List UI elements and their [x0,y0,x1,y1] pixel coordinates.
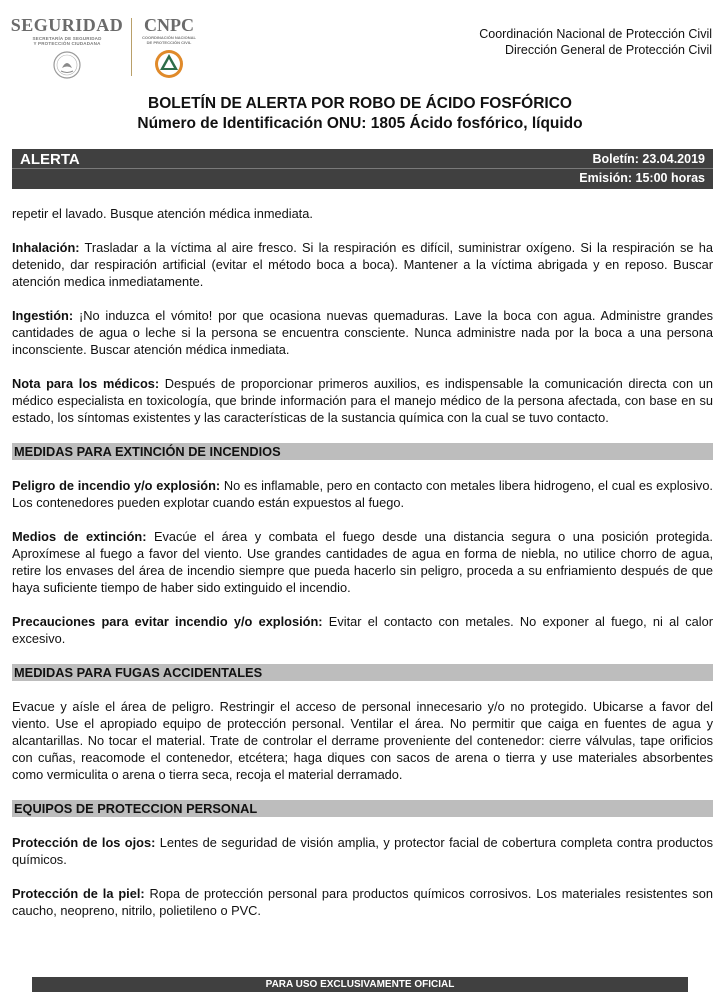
seguridad-subtitle-line1: SECRETARÍA DE SEGURIDAD [32,36,102,41]
official-use-footer: PARA USO EXCLUSIVAMENTE OFICIAL [32,977,688,992]
logo-divider [131,18,132,76]
bulletin-title [0,94,720,134]
inhalacion-paragraph [12,239,713,290]
section-heading-equipos: EQUIPOS DE PROTECCION PERSONAL [12,800,713,817]
page-header [0,0,720,90]
section-heading-incendios: MEDIDAS PARA EXTINCIÓN DE INCENDIOS [12,443,713,460]
cnpc-subtitle-line1: COORDINACIÓN NACIONAL [142,35,196,40]
bulletin-title-line1: BOLETÍN DE ALERTA POR ROBO DE ÁCIDO FOSFÓRICO [148,95,572,112]
bulletin-title-line2: Número de Identificación ONU: 1805 Ácido fosfórico, líquido [137,115,583,132]
piel-text: Ropa de protección personal para productos químicos corrosivos. Los materiales resistentes son caucho, neopreno, nitrilo, polietileno o PVC. [12,886,713,918]
cnpc-logo [138,16,200,80]
medios-label: Medios de extinción: [12,529,147,544]
precauciones-label: Precauciones para evitar incendio y/o explosión: [12,614,323,629]
section-heading-fugas: MEDIDAS PARA FUGAS ACCIDENTALES [12,664,713,681]
precauciones-text: Evitar el contacto con metales. No exponer al fuego, ni al calor excesivo. [12,614,713,646]
nota-label: Nota para los médicos: [12,376,160,391]
seguridad-subtitle [8,36,126,46]
cnpc-subtitle [138,36,200,45]
civil-protection-emblem-icon [153,48,185,80]
piel-paragraph [12,885,713,919]
ingestion-label: Ingestión: [12,308,74,323]
nota-text: Después de proporcionar primeros auxilios, es indispensable la comunicación directa con un médico especialista en toxicología, que brinde información para el manejo médico de la persona afectada, con base en su estado, los síntomas existentes y las características de la sustancia química con la cual se tuvo contacto. [12,376,713,425]
fugas-paragraph: Evacue y aísle el área de peligro. Restringir el acceso de personal innecesario y/o no protegido. Ubicarse a favor del viento. Use el apropiado equipo de protección personal. Ventilar el área. No permitir que caiga en fuentes de agua y alcantarillas. No tocar el material. Trate de controlar el derrame proveniente del contenedor: cierre válvulas, tape orificios con cuñas, reacomode el contenedor, etcétera; haga diques con sacos de arena o tierra y use materiales absorbentes como vermiculita o arena o tierra seca, recoja el material derramado. [12,699,713,782]
emission-time: Emisión: 15:00 horas [579,171,705,185]
inhalacion-text: Trasladar a la víctima al aire fresco. Si la respiración es difícil, suministrar oxígeno. Si la respiración se ha detenido, dar respiración artificial (evitar el método boca a boca). Mantener a la víctima abrigada y en reposo. Buscar atención medica inmediatamente. [12,240,713,289]
bulletin-date: Boletín: 23.04.2019 [592,152,705,166]
medios-text: Evacúe el área y combata el fuego desde una distancia segura o una posición protegida. Aproxímese al fuego a favor del viento. Use grandes cantidades de agua en forma de niebla, no utilice chorro de agua, retire los envases del área de incendio siempre que pueda hacerlo sin peligro, proceda a su enfriamiento después de que haya suficiente tiempo de haber sido extinguido el incendio. [12,529,713,595]
piel-label: Protección de la piel: [12,886,145,901]
cnpc-wordmark: CNPC [144,15,194,35]
bulletin-content [12,205,713,936]
ingestion-paragraph [12,307,713,358]
ingestion-text: ¡No induzca el vómito! por que ocasiona nuevas quemaduras. Lave la boca con agua. Administre grandes cantidades de agua o leche si la persona se encuentra consciente. Nunca administre nada por la boca a una persona inconsciente. Buscar atención médica inmediata. [12,308,713,357]
ojos-label: Protección de los ojos: [12,835,156,850]
inhalacion-label: Inhalación: [12,240,80,255]
alert-meta [579,150,705,188]
precauciones-paragraph [12,613,713,647]
coat-of-arms-icon [52,50,82,80]
nota-paragraph [12,375,713,426]
medios-paragraph [12,528,713,596]
seguridad-logo [8,16,126,80]
peligro-paragraph [12,477,713,511]
ojos-paragraph [12,834,713,868]
alert-label: ALERTA [20,151,80,168]
agency-line2: Dirección General de Protección Civil [504,43,712,57]
seguridad-subtitle-line2: Y PROTECCIÓN CIUDADANA [33,41,101,46]
peligro-label: Peligro de incendio y/o explosión: [12,478,221,493]
peligro-text: No es inflamable, pero en contacto con metales libera hidrogeno, el cual es explosivo. Los contenedores pueden explotar cuando están expuestos al fuego. [12,478,713,510]
agency-names [479,26,712,58]
agency-line1: Coordinación Nacional de Protección Civil [479,27,712,41]
intro-paragraph: repetir el lavado. Busque atención médica inmediata. [12,206,313,221]
ojos-text: Lentes de seguridad de visión amplia, y protector facial de cobertura completa contra productos químicos. [12,835,713,867]
cnpc-subtitle-line2: DE PROTECCIÓN CIVIL [146,39,192,45]
alert-bar [12,149,713,189]
seguridad-wordmark: SEGURIDAD [10,15,124,35]
